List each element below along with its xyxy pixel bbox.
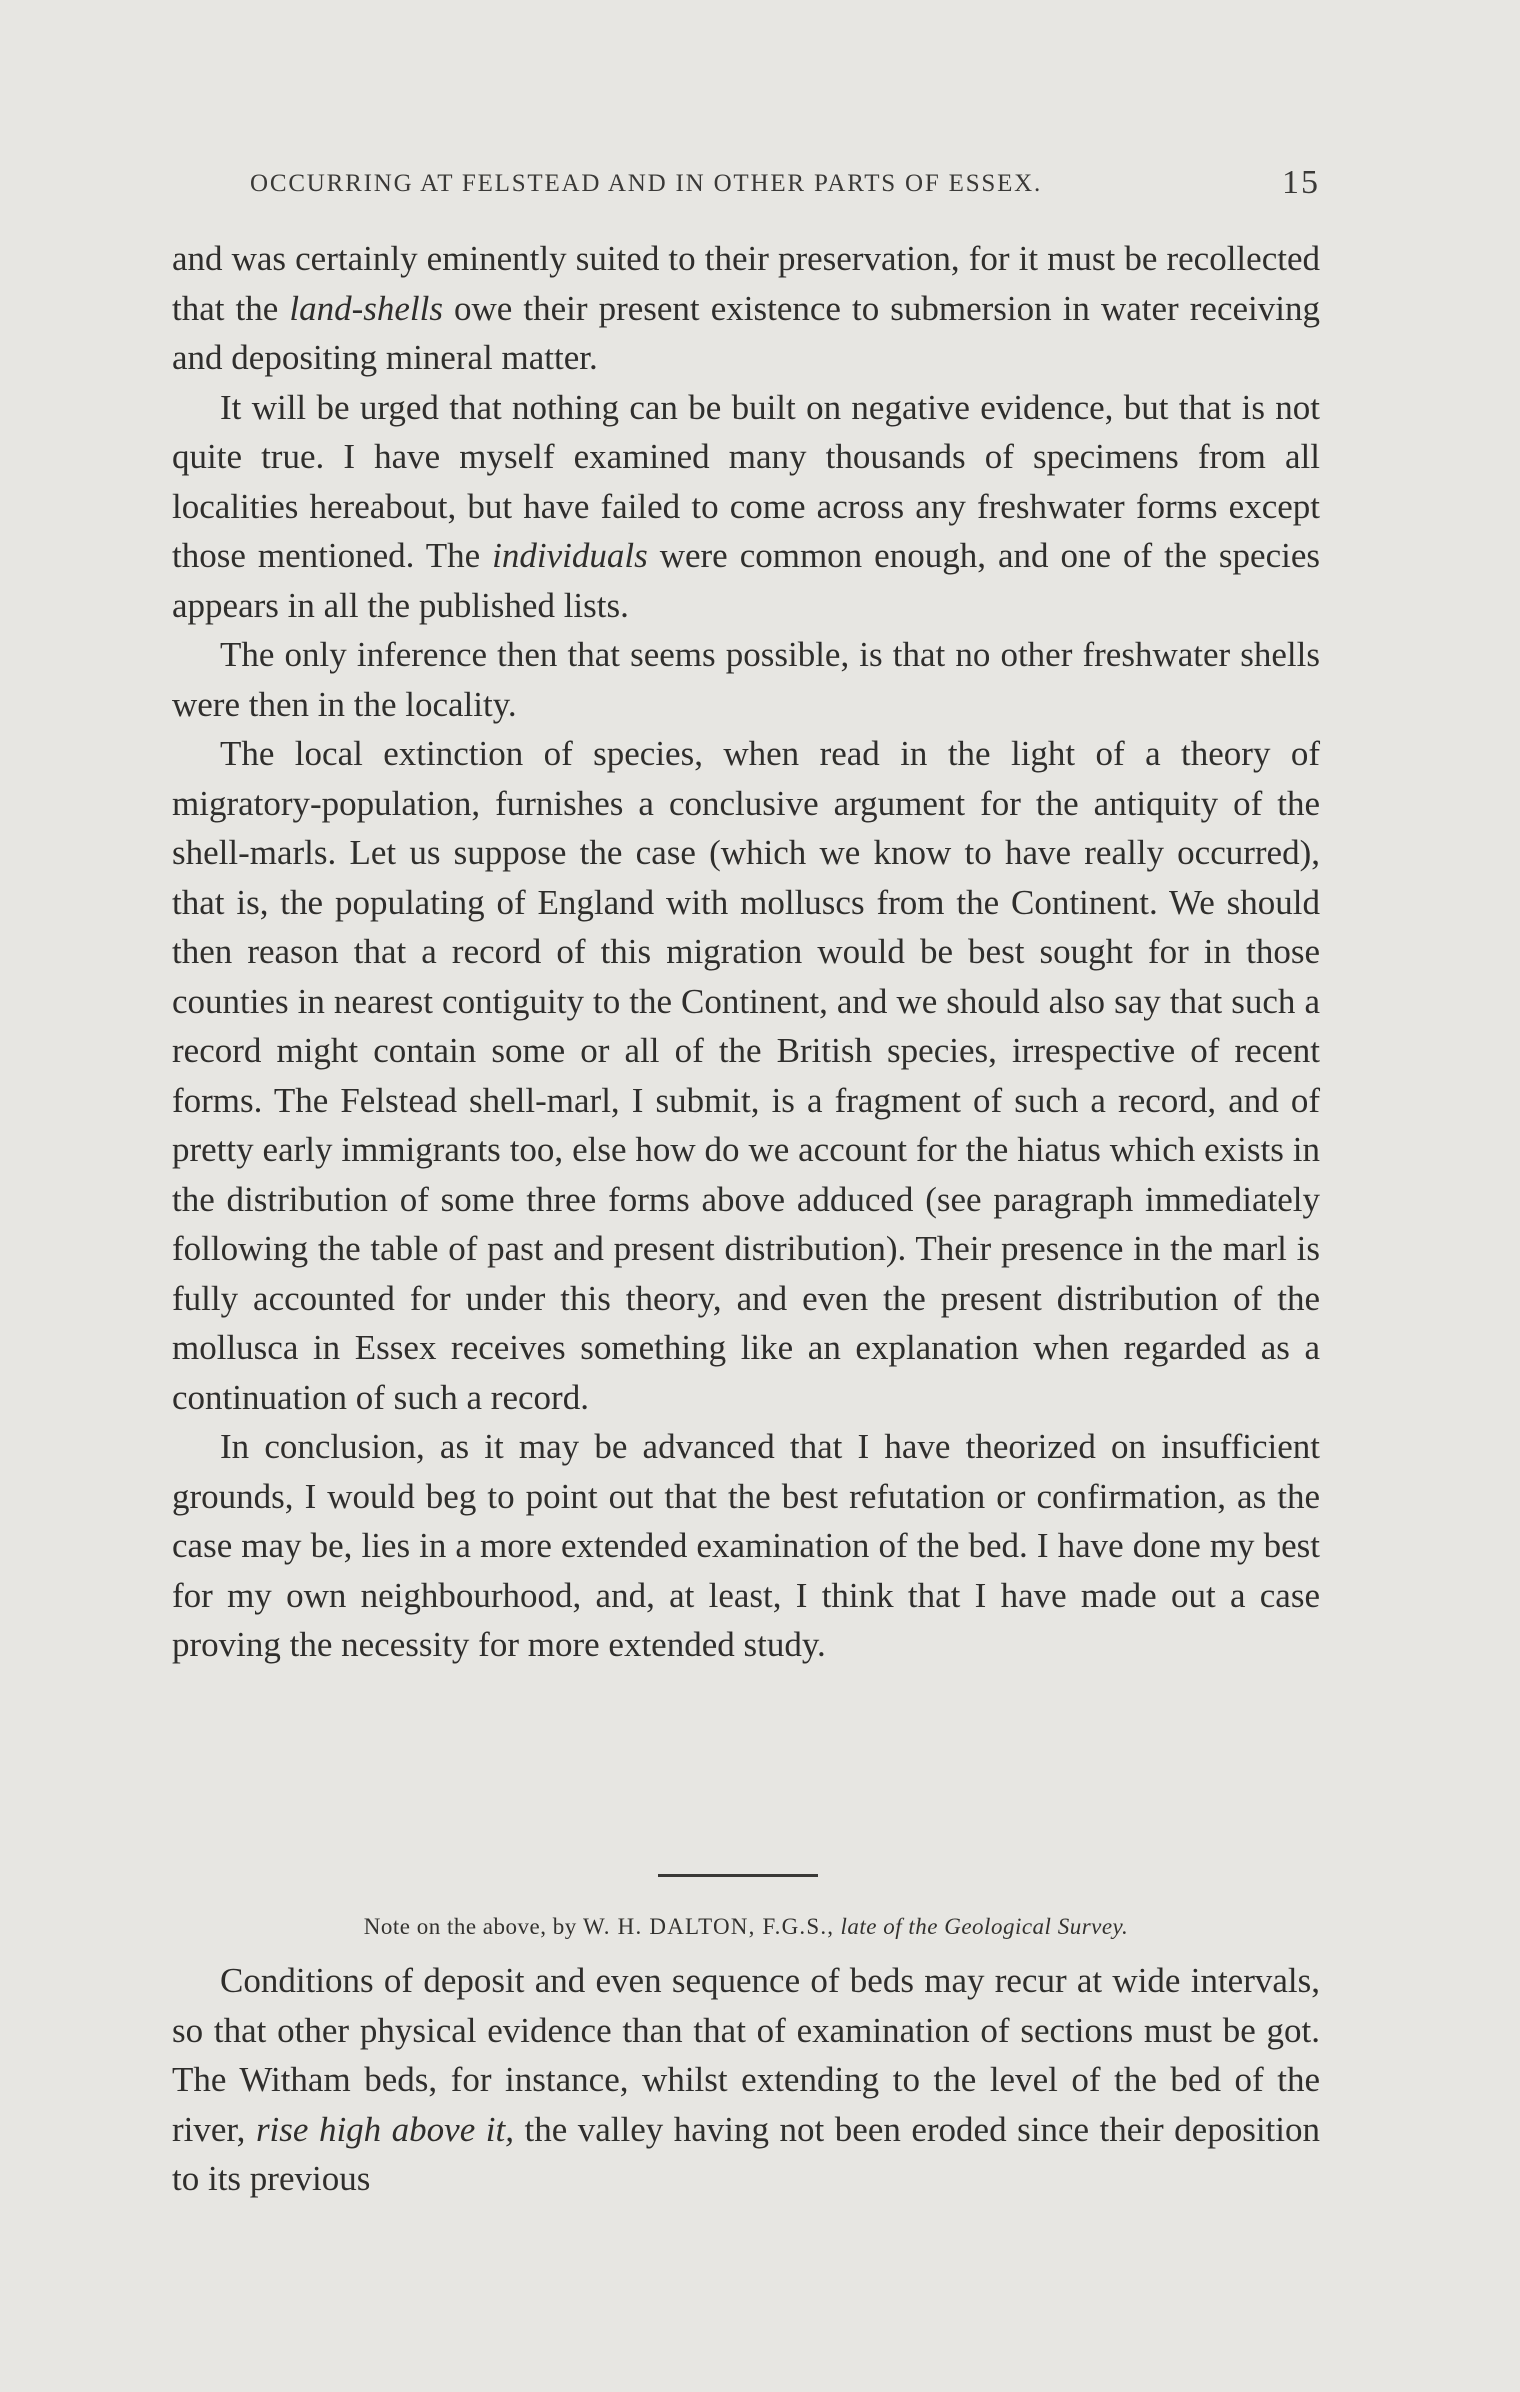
paragraph-2	[172, 383, 1320, 631]
note-text	[172, 1956, 1320, 2204]
note-paragraph-emphasis: rise high above it,	[255, 2109, 514, 2149]
note-heading	[172, 1914, 1320, 1940]
page-number: 15	[1282, 164, 1320, 201]
paragraph-1-emphasis: land-shells	[289, 288, 443, 328]
note-paragraph-text-a: Conditions of deposit and even sequence of beds may recur at wide intervals, so that other physical evidence than that of examination of sections must be got. The Witham beds, for instance, whilst extending to the level of the bed of the river,	[172, 1961, 1320, 2149]
paragraph-2-text-a: It will be urged that nothing can be built on negative evidence, but that is not quite true. I have myself examined many thousands of specimens from all localities hereabout, but have failed to come across any freshwater forms except those mentioned. The	[172, 387, 1320, 575]
paragraph-1	[172, 234, 1320, 383]
main-text	[172, 234, 1320, 1670]
note-author: W. H. DALTON, F.G.S.,	[582, 1914, 835, 1939]
note-paragraph-text-c: the valley having not been eroded since their deposition to its previous	[172, 2109, 1320, 2198]
paragraph-3: The only inference then that seems possible, is that no other freshwater shells were then in the locality.	[172, 635, 1320, 724]
paragraph-2-text-c: were common enough, and one of the species appears in all the published lists.	[172, 536, 1320, 625]
running-head	[250, 164, 1320, 204]
running-head-title: OCCURRING AT FELSTEAD AND IN OTHER PARTS OF ESSEX.	[250, 170, 1043, 197]
section-divider	[658, 1874, 818, 1877]
note-paragraph	[172, 1956, 1320, 2204]
paragraph-2-emphasis: individuals	[492, 536, 648, 575]
paragraph-4: The local extinction of species, when read in the light of a theory of migratory-population, furnishes a conclusive argument for the antiquity of the shell-marls. Let us suppose the case (which we know to have really occurred), that is, the populating of England with molluscs from the Continent. We should then reason that a record of this migration would be best sought for in those counties in nearest contiguity to the Continent, and we should also say that such a record might contain some or all of the British species, irrespective of recent forms. The Felstead shell-marl, I submit, is a fragment of such a record, and of pretty early immigrants too, else how do we account for the hiatus which exists in the distribution of some three forms above adduced (see paragraph immediately following the table of past and present distribution). Their presence in the marl is fully accounted for under this theory, and even the present distribution of the mollusca in Essex receives something like an explanation when regarded as a continuation of such a record.	[172, 734, 1320, 1417]
note-heading-prefix: Note on the above, by	[363, 1914, 583, 1939]
paragraph-1-text-a: and was certainly eminently suited to their preservation, for it must be recollected that the	[172, 239, 1320, 328]
note-affiliation: late of the Geological Survey.	[840, 1914, 1129, 1939]
paragraph-1-text-c: owe their present existence to submersion in water receiving and depositing mineral matter.	[172, 288, 1320, 377]
paragraph-5: In conclusion, as it may be advanced that I have theorized on insufficient grounds, I would beg to point out that the best refutation or confirmation, as the case may be, lies in a more extended examination of the bed. I have done my best for my own neighbourhood, and, at least, I think that I have made out a case proving the necessity for more extended study.	[172, 1427, 1320, 1664]
